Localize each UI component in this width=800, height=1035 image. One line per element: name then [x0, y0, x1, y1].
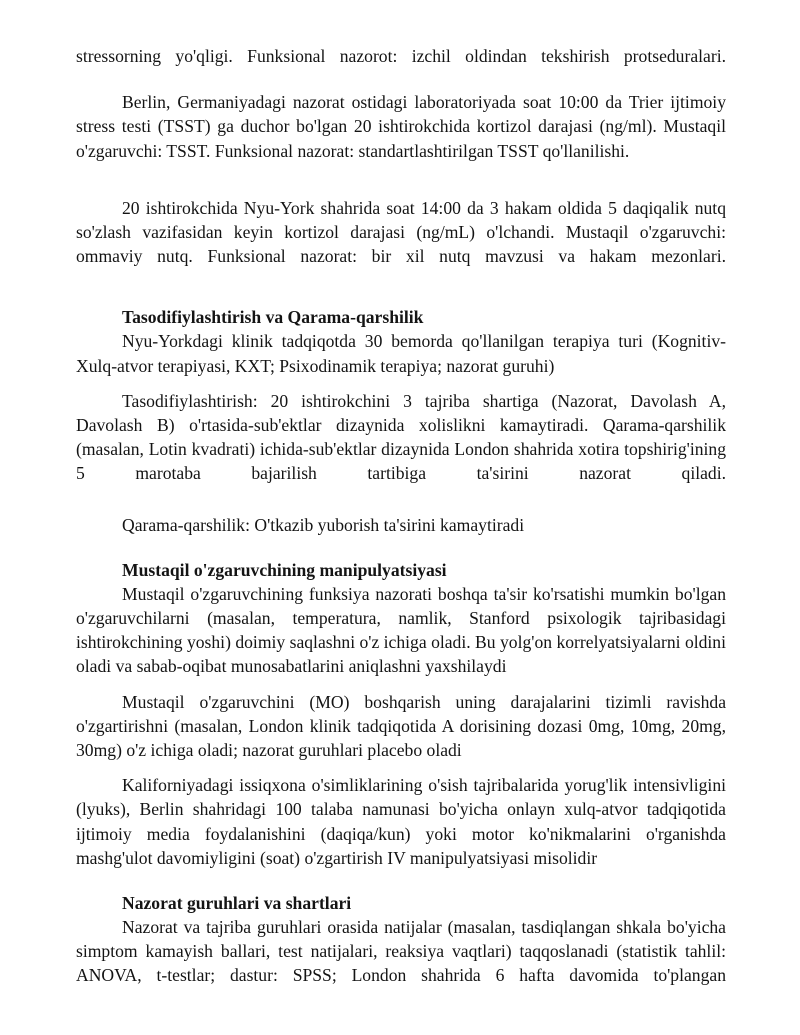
- paragraph-group-comparison: Nazorat va tajriba guruhlari orasida natijalar (masalan, tasdiqlangan shkala bo'yicha simptom kamayish ballari, test natijalari, reaksiya vaqtlari) taqqoslanadi (statistik tahlil: ANOVA, t-testlar; dastur: SPSS; London shahrida 6 hafta davomida to'plangan: [76, 917, 726, 986]
- paragraph-counterbalancing: Qarama-qarshilik: O'tkazib yuborish ta'sirini kamaytiradi: [122, 514, 525, 535]
- paragraph-tsst-berlin: Berlin, Germaniyadagi nazorat ostidagi laboratoriyada soat 10:00 da Trier ijtimoiy stress testi (TSST) ga duchor bo'lgan 20 ishtirokchida kortizol darajasi (ng/ml). Mustaqil o'zgaruvchi: TSST. Funksional nazorat: standartlashtirilgan TSST qo'llanilishi.: [76, 92, 726, 161]
- section-heading-iv-manipulation: Mustaqil o'zgaruvchining manipulyatsiyasi: [122, 559, 447, 580]
- paragraph-iv-levels: Mustaqil o'zgaruvchini (MO) boshqarish uning darajalarini tizimli ravishda o'zgartirishni (masalan, London klinik tadqiqotida A dorisining dozasi 0mg, 10mg, 20mg, 30mg) o'z ichiga oladi; nazorat guruhlari placebo oladi: [76, 691, 726, 761]
- section-heading-randomization: Tasodifiylashtirish va Qarama-qarshilik: [122, 307, 424, 328]
- document-page: [76, 44, 726, 988]
- paragraph-iv-control: Mustaqil o'zgaruvchining funksiya nazorati boshqa ta'sir ko'rsatishi mumkin bo'lgan o'zgaruvchilarni (masalan, temperatura, namlik, Stanford psixologik tajribasidagi ishtirokchining yoshi) doimiy saqlashni o'z ichiga oladi. Bu yolg'on korrelyatsiyalarni oldini oladi va sabab-oqibat munosabatlarini aniqlashni yaxshilaydi: [76, 583, 726, 677]
- section-heading-control-groups: Nazorat guruhlari va shartlari: [122, 893, 352, 914]
- paragraph-public-speaking: 20 ishtirokchida Nyu-York shahrida soat 14:00 da 3 hakam oldida 5 daqiqalik nutq so'zlash vazifasidan keyin kortizol darajasi (ng/mL) o'lchandi. Mustaqil o'zgaruvchi: ommaviy nutq. Funksional nazorat: bir xil nutq mavzusi va hakam mezonlari.: [76, 197, 726, 267]
- paragraph-continuation: stressorning yo'qligi. Funksional nazorot: izchil oldindan tekshirish protseduralari.: [76, 46, 726, 66]
- paragraph-randomization: Tasodifiylashtirish: 20 ishtirokchini 3 tajriba shartiga (Nazorat, Davolash A, Davolash B) o'rtasida-sub'ektlar dizaynida xolislikni kamaytiradi. Qarama-qarshilik (masalan, Lotin kvadrati) ichida-sub'ektlar dizaynida London shahrida xotira topshirig'ining 5 marotaba bajarilish tartibiga ta'sirini nazorat qiladi.: [76, 390, 726, 484]
- paragraph-iv-examples: Kaliforniyadagi issiqxona o'simliklarining o'sish tajribalarida yorug'lik intensivligini (lyuks), Berlin shahridagi 100 talaba namunasi bo'yicha onlayn xulq-atvor tadqiqotida ijtimoiy media foydalanishini (daqiqa/kun) yoki motor ko'nikmalarini o'rganishda mashg'ulot davomiyligini (soat) o'zgartirish IV manipulyatsiyasi misolidir: [76, 775, 726, 868]
- paragraph-therapy-types: Nyu-Yorkdagi klinik tadqiqotda 30 bemorda qo'llanilgan terapiya turi (Kognitiv-Xulq-atvor terapiyasi, KXT; Psixodinamik terapiya; nazorat guruhi): [76, 331, 726, 376]
